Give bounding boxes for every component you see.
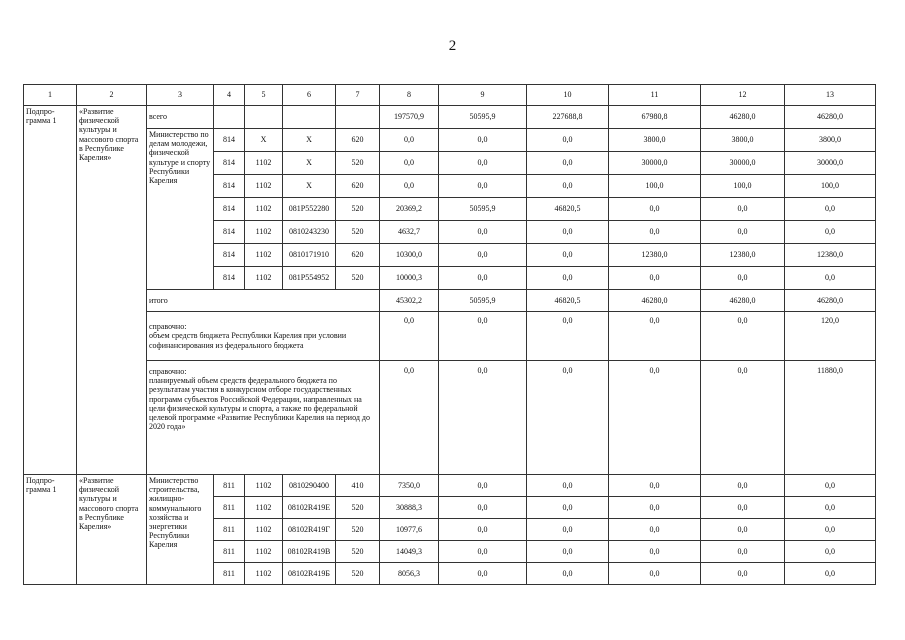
value-cell: 0,0: [785, 475, 876, 497]
grbs-cell: 814: [214, 244, 245, 267]
target-article-cell: Х: [283, 152, 336, 175]
value-cell: 50595,9: [439, 106, 527, 129]
value-cell: 227688,8: [527, 106, 609, 129]
expense-type-cell: 620: [336, 244, 380, 267]
value-cell: 0,0: [380, 175, 439, 198]
itogo-label-cell: итого: [147, 290, 380, 312]
target-article-cell: Х: [283, 129, 336, 152]
header-cell: 5: [245, 85, 283, 106]
target-article-cell: 081Р552280: [283, 198, 336, 221]
grbs-cell: 811: [214, 563, 245, 585]
value-cell: 8056,3: [380, 563, 439, 585]
value-cell: 46280,0: [785, 106, 876, 129]
value-cell: 46280,0: [785, 290, 876, 312]
header-cell: 9: [439, 85, 527, 106]
target-article-cell: 081Р554952: [283, 267, 336, 290]
empty-cell: [283, 106, 336, 129]
value-cell: 0,0: [527, 541, 609, 563]
value-cell: 0,0: [527, 519, 609, 541]
grbs-cell: 814: [214, 175, 245, 198]
expense-type-cell: 410: [336, 475, 380, 497]
value-cell: 0,0: [701, 361, 785, 475]
program-type-cell: Подпро-грамма 1: [24, 475, 77, 585]
expense-type-cell: 520: [336, 152, 380, 175]
value-cell: 0,0: [439, 267, 527, 290]
value-cell: 0,0: [439, 475, 527, 497]
section-cell: 1102: [245, 152, 283, 175]
header-cell: 8: [380, 85, 439, 106]
table-row: [24, 475, 876, 497]
header-cell: 2: [77, 85, 147, 106]
header-cell: 13: [785, 85, 876, 106]
itogo-row: [24, 290, 876, 312]
empty-cell: [336, 106, 380, 129]
value-cell: 0,0: [439, 244, 527, 267]
grbs-cell: 814: [214, 267, 245, 290]
value-cell: 197570,9: [380, 106, 439, 129]
grbs-cell: 814: [214, 198, 245, 221]
value-cell: 0,0: [701, 541, 785, 563]
value-cell: 120,0: [785, 312, 876, 361]
value-cell: 0,0: [609, 361, 701, 475]
section-cell: 1102: [245, 244, 283, 267]
expense-type-cell: 520: [336, 221, 380, 244]
value-cell: 0,0: [785, 497, 876, 519]
expense-type-cell: 520: [336, 267, 380, 290]
section-cell: 1102: [245, 175, 283, 198]
value-cell: 0,0: [439, 361, 527, 475]
grbs-cell: 811: [214, 475, 245, 497]
program-type-cell: Подпро-грамма 1: [24, 106, 77, 475]
value-cell: 0,0: [439, 221, 527, 244]
header-cell: 1: [24, 85, 77, 106]
header-cell: 7: [336, 85, 380, 106]
section-cell: 1102: [245, 563, 283, 585]
value-cell: 50595,9: [439, 290, 527, 312]
reference-label-cell: справочно: объем средств бюджета Республики Карелия при условии софинансирования из федерального бюджета: [147, 312, 380, 361]
value-cell: 0,0: [439, 497, 527, 519]
value-cell: 46820,5: [527, 290, 609, 312]
value-cell: 50595,9: [439, 198, 527, 221]
value-cell: 0,0: [785, 198, 876, 221]
header-cell: 10: [527, 85, 609, 106]
section-cell: 1102: [245, 198, 283, 221]
table-row: [24, 129, 876, 152]
value-cell: 0,0: [439, 152, 527, 175]
value-cell: 0,0: [609, 563, 701, 585]
grbs-cell: 814: [214, 152, 245, 175]
total-row: [24, 106, 876, 129]
section-cell: 1102: [245, 541, 283, 563]
value-cell: 12380,0: [609, 244, 701, 267]
value-cell: 12380,0: [785, 244, 876, 267]
value-cell: 0,0: [785, 519, 876, 541]
reference-row-1: [24, 312, 876, 361]
total-label-cell: всего: [147, 106, 214, 129]
value-cell: 0,0: [527, 563, 609, 585]
value-cell: 0,0: [380, 129, 439, 152]
value-cell: 0,0: [609, 198, 701, 221]
value-cell: 0,0: [527, 361, 609, 475]
value-cell: 0,0: [609, 475, 701, 497]
expense-type-cell: 520: [336, 519, 380, 541]
value-cell: 7350,0: [380, 475, 439, 497]
expense-type-cell: 620: [336, 175, 380, 198]
value-cell: 0,0: [701, 519, 785, 541]
value-cell: 30000,0: [609, 152, 701, 175]
section-cell: 1102: [245, 475, 283, 497]
grbs-cell: 811: [214, 541, 245, 563]
target-article-cell: 08102R419E: [283, 497, 336, 519]
value-cell: 20369,2: [380, 198, 439, 221]
budget-table: [23, 84, 876, 585]
value-cell: 4632,7: [380, 221, 439, 244]
header-cell: 11: [609, 85, 701, 106]
expense-type-cell: 620: [336, 129, 380, 152]
expense-type-cell: 520: [336, 563, 380, 585]
target-article-cell: 0810243230: [283, 221, 336, 244]
value-cell: 46280,0: [701, 106, 785, 129]
value-cell: 0,0: [609, 541, 701, 563]
value-cell: 0,0: [609, 221, 701, 244]
empty-cell: [245, 106, 283, 129]
value-cell: 10000,3: [380, 267, 439, 290]
value-cell: 0,0: [527, 244, 609, 267]
value-cell: 67980,8: [609, 106, 701, 129]
section-cell: 1102: [245, 497, 283, 519]
value-cell: 0,0: [785, 563, 876, 585]
value-cell: 46820,5: [527, 198, 609, 221]
value-cell: 0,0: [609, 312, 701, 361]
value-cell: 0,0: [439, 519, 527, 541]
value-cell: 0,0: [701, 312, 785, 361]
header-cell: 4: [214, 85, 245, 106]
value-cell: 0,0: [609, 497, 701, 519]
value-cell: 0,0: [701, 221, 785, 244]
value-cell: 0,0: [439, 541, 527, 563]
section-cell: Х: [245, 129, 283, 152]
grbs-cell: 811: [214, 519, 245, 541]
reference-label-cell: справочно: планируемый объем средств федерального бюджета по результатам участия в конкурсном отборе государственных программ субъектов Российской Федерации, направленных на цели физической культуры и спорта, а также по федеральной целевой программе «Развитие Республики Карелия на период до 2020 года»: [147, 361, 380, 475]
value-cell: 0,0: [439, 563, 527, 585]
value-cell: 0,0: [609, 267, 701, 290]
target-article-cell: 08102R419В: [283, 541, 336, 563]
target-article-cell: Х: [283, 175, 336, 198]
grbs-cell: 814: [214, 221, 245, 244]
value-cell: 0,0: [701, 267, 785, 290]
section-cell: 1102: [245, 221, 283, 244]
reference-row-2: [24, 361, 876, 475]
value-cell: 0,0: [439, 129, 527, 152]
value-cell: 100,0: [785, 175, 876, 198]
value-cell: 3800,0: [785, 129, 876, 152]
value-cell: 0,0: [609, 519, 701, 541]
value-cell: 100,0: [701, 175, 785, 198]
grbs-cell: 811: [214, 497, 245, 519]
value-cell: 11880,0: [785, 361, 876, 475]
section-cell: 1102: [245, 519, 283, 541]
value-cell: 30888,3: [380, 497, 439, 519]
value-cell: 0,0: [380, 312, 439, 361]
value-cell: 3800,0: [609, 129, 701, 152]
value-cell: 100,0: [609, 175, 701, 198]
section-cell: 1102: [245, 267, 283, 290]
value-cell: 0,0: [527, 497, 609, 519]
program-name-cell: «Развитие физической культуры и массового спорта в Республике Карелия»: [77, 475, 147, 585]
empty-cell: [214, 106, 245, 129]
target-article-cell: 0810171910: [283, 244, 336, 267]
header-cell: 6: [283, 85, 336, 106]
value-cell: 0,0: [785, 541, 876, 563]
value-cell: 10977,6: [380, 519, 439, 541]
value-cell: 12380,0: [701, 244, 785, 267]
program-name-cell: «Развитие физической культуры и массового спорта в Республике Карелия»: [77, 106, 147, 475]
table-body: [24, 85, 876, 585]
value-cell: 0,0: [380, 152, 439, 175]
value-cell: 0,0: [701, 198, 785, 221]
value-cell: 46280,0: [701, 290, 785, 312]
value-cell: 30000,0: [701, 152, 785, 175]
value-cell: 0,0: [527, 129, 609, 152]
target-article-cell: 08102R419Г: [283, 519, 336, 541]
page-number: 2: [448, 38, 457, 54]
value-cell: 10300,0: [380, 244, 439, 267]
value-cell: 0,0: [527, 152, 609, 175]
expense-type-cell: 520: [336, 198, 380, 221]
grbs-cell: 814: [214, 129, 245, 152]
executor-cell: Министерство строительства, жилищно-коммунального хозяйства и энергетики Республики Карелия: [147, 475, 214, 585]
value-cell: 0,0: [701, 563, 785, 585]
value-cell: 0,0: [380, 361, 439, 475]
value-cell: 0,0: [439, 175, 527, 198]
header-cell: 12: [701, 85, 785, 106]
header-cell: 3: [147, 85, 214, 106]
value-cell: 0,0: [527, 312, 609, 361]
value-cell: 0,0: [527, 267, 609, 290]
target-article-cell: 0810290400: [283, 475, 336, 497]
value-cell: 0,0: [701, 475, 785, 497]
value-cell: 0,0: [527, 475, 609, 497]
value-cell: 0,0: [785, 221, 876, 244]
target-article-cell: 08102R419Б: [283, 563, 336, 585]
value-cell: 0,0: [785, 267, 876, 290]
executor-cell: Министерство по делам молодежи, физической культуре и спорту Республики Карелия: [147, 129, 214, 290]
value-cell: 0,0: [527, 175, 609, 198]
header-row: [24, 85, 876, 106]
value-cell: 3800,0: [701, 129, 785, 152]
value-cell: 14049,3: [380, 541, 439, 563]
value-cell: 45302,2: [380, 290, 439, 312]
value-cell: 0,0: [527, 221, 609, 244]
value-cell: 46280,0: [609, 290, 701, 312]
value-cell: 30000,0: [785, 152, 876, 175]
value-cell: 0,0: [439, 312, 527, 361]
value-cell: 0,0: [701, 497, 785, 519]
expense-type-cell: 520: [336, 541, 380, 563]
expense-type-cell: 520: [336, 497, 380, 519]
